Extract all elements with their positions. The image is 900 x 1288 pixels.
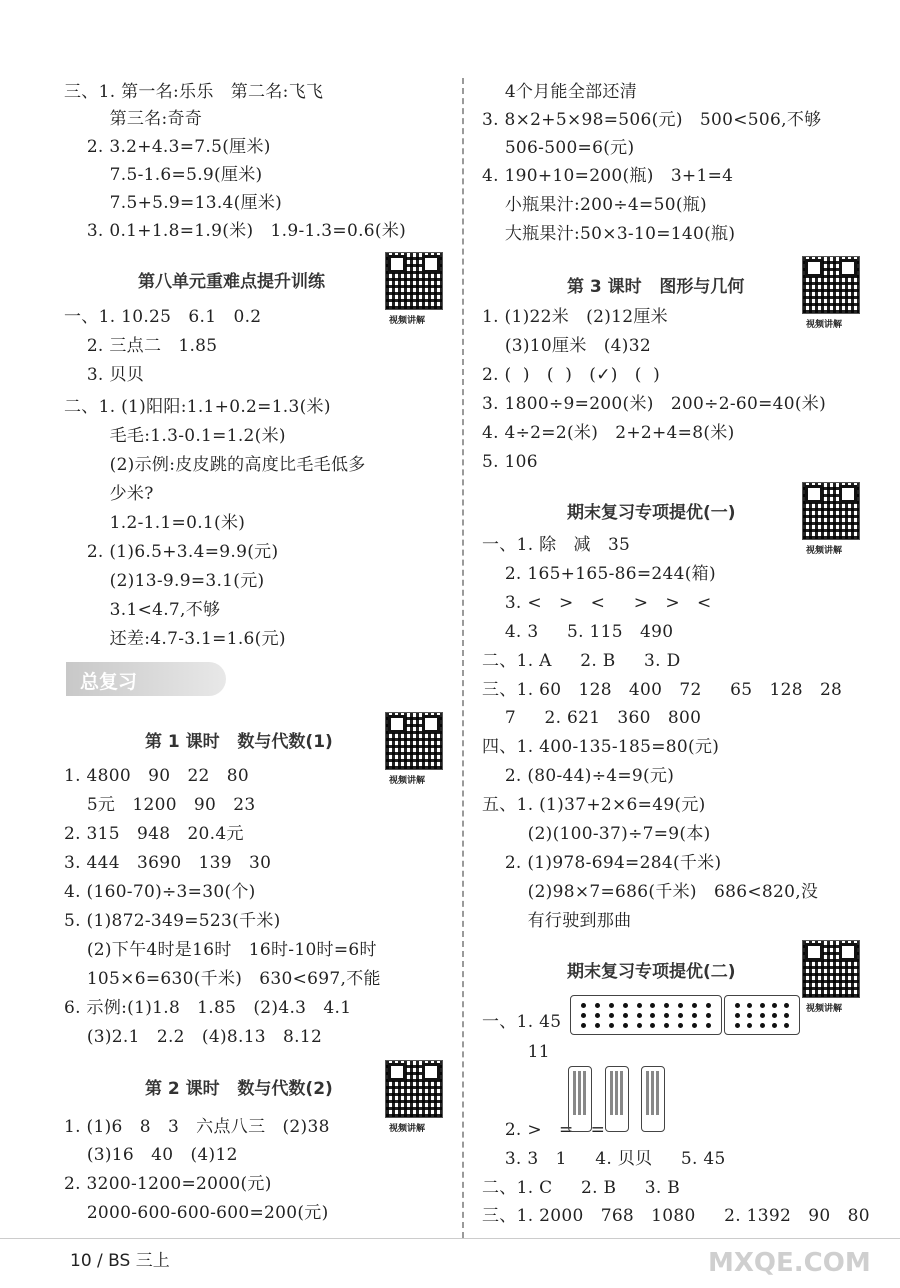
counting-dot (581, 1023, 586, 1028)
counting-dot (637, 1003, 642, 1008)
right-answer-line: (2)(100-37)÷7=9(本) (482, 824, 711, 844)
counting-dot (706, 1013, 711, 1018)
counting-dot (609, 1013, 614, 1018)
stick-bundle (605, 1066, 629, 1132)
right-answer-line: 大瓶果汁:50×3-10=140(瓶) (482, 224, 736, 244)
counting-dot (595, 1003, 600, 1008)
left-answer-line: 二、1. (1)阳阳:1.1+0.2=1.3(米) (64, 397, 331, 417)
right-answer-line: 4. 190+10=200(瓶) 3+1=4 (482, 166, 734, 186)
counting-dot (784, 1013, 789, 1018)
counting-dot (760, 1023, 765, 1028)
right-answer-line: 一、1. 除 减 35 (482, 535, 631, 555)
counting-dot (664, 1013, 669, 1018)
counting-dot (784, 1003, 789, 1008)
qr-code-icon[interactable] (802, 256, 860, 314)
qr-caption: 视频讲解 (389, 1124, 426, 1134)
right-answer-line: (2)98×7=686(千米) 686<820,没 (482, 882, 819, 902)
left-answer-line: 1. (1)6 8 3 六点八三 (2)38 (64, 1117, 330, 1137)
counting-dot (623, 1003, 628, 1008)
counting-dot (747, 1013, 752, 1018)
lesson2-heading: 第 2 课时 数与代数(2) (145, 1079, 333, 1099)
qr-caption: 视频讲解 (806, 1004, 843, 1014)
footer-rule (0, 1238, 900, 1239)
left-answer-line: 3.1<4.7,不够 (64, 600, 221, 620)
counting-dot (664, 1003, 669, 1008)
right-answer-line: 2. (80-44)÷4=9(元) (482, 766, 675, 786)
right-answer-line: 506-500=6(元) (482, 138, 635, 158)
left-answer-line: 2. 315 948 20.4元 (64, 824, 244, 844)
counting-dot (747, 1003, 752, 1008)
counting-dot (735, 1013, 740, 1018)
final1-heading: 期末复习专项提优(一) (567, 503, 736, 523)
left-answer-line: (3)16 40 (4)12 (64, 1145, 238, 1165)
right-answer-line: 四、1. 400-135-185=80(元) (482, 737, 720, 757)
review-banner (66, 662, 226, 696)
right-answer-line: 2. (1)978-694=284(千米) (482, 853, 722, 873)
qr-code-icon[interactable] (802, 940, 860, 998)
right-answer-line: 3. < > < > > < (482, 593, 712, 613)
counting-dot (637, 1023, 642, 1028)
counting-dot (747, 1023, 752, 1028)
qr-code-icon[interactable] (385, 712, 443, 770)
lesson3-heading: 第 3 课时 图形与几何 (567, 277, 745, 297)
left-answer-line: 3. 贝贝 (64, 365, 144, 385)
counting-dot (650, 1003, 655, 1008)
counting-dot (623, 1023, 628, 1028)
left-answer-line: 5. (1)872-349=523(千米) (64, 911, 281, 931)
left-answer-line: 2. 三点二 1.85 (64, 336, 218, 356)
counting-dot (735, 1003, 740, 1008)
right-answer-line: 3. 8×2+5×98=506(元) 500<506,不够 (482, 110, 822, 130)
left-answer-line: 3. 0.1+1.8=1.9(米) 1.9-1.3=0.6(米) (64, 221, 407, 241)
counting-dot (772, 1023, 777, 1028)
right-answer-line: 三、1. 2000 768 1080 2. 1392 90 80 (482, 1206, 870, 1226)
left-answer-line: 三、1. 第一名:乐乐 第二名:飞飞 (64, 82, 324, 102)
counting-dot (623, 1013, 628, 1018)
qr-code-icon[interactable] (385, 1060, 443, 1118)
right-answer-line: 二、1. A 2. B 3. D (482, 651, 681, 671)
left-answer-line: 2. 3.2+4.3=7.5(厘米) (64, 137, 271, 157)
column-divider (462, 78, 464, 1238)
left-answer-line: 5元 1200 90 23 (64, 795, 256, 815)
counting-dot (609, 1003, 614, 1008)
left-answer-line: 1.2-1.1=0.1(米) (64, 513, 246, 533)
dot-grid-45 (570, 995, 722, 1035)
stick-bundle (641, 1066, 665, 1132)
left-answer-line: (2)下午4时是16时 16时-10时=6时 (64, 940, 377, 960)
right-answer-line: 2. 165+165-86=244(箱) (482, 564, 716, 584)
left-answer-line: 少米? (64, 484, 154, 504)
counting-dot (678, 1003, 683, 1008)
counting-dot (692, 1013, 697, 1018)
right-answer-line: 3. 1800÷9=200(米) 200÷2-60=40(米) (482, 394, 827, 414)
counting-dot (595, 1023, 600, 1028)
left-answer-line: 1. 4800 90 22 80 (64, 766, 250, 786)
counting-dot (678, 1023, 683, 1028)
counting-dot (609, 1023, 614, 1028)
right-answer-line: 小瓶果汁:200÷4=50(瓶) (482, 195, 707, 215)
qr-caption: 视频讲解 (389, 776, 426, 786)
qr-caption: 视频讲解 (806, 320, 843, 330)
site-watermark: MXQE.COM (708, 1248, 871, 1278)
counting-dot (664, 1023, 669, 1028)
left-answer-line: 2. 3200-1200=2000(元) (64, 1174, 272, 1194)
counting-dot (595, 1013, 600, 1018)
final2-heading: 期末复习专项提优(二) (567, 962, 736, 982)
qr-code-icon[interactable] (802, 482, 860, 540)
right-answer-line: 5. 106 (482, 452, 538, 472)
counting-dot (706, 1023, 711, 1028)
right-answer-line: (3)10厘米 (4)32 (482, 336, 651, 356)
stick-bundle (568, 1066, 592, 1132)
counting-dot (581, 1013, 586, 1018)
counting-dot (692, 1003, 697, 1008)
right-answer-line: 4. 4÷2=2(米) 2+2+4=8(米) (482, 423, 735, 443)
counting-dot (784, 1023, 789, 1028)
right-answer-line: 3. 3 1 4. 贝贝 5. 45 (482, 1149, 726, 1169)
left-answer-line: 一、1. 10.25 6.1 0.2 (64, 307, 262, 327)
counting-dot (650, 1013, 655, 1018)
counting-dot (678, 1013, 683, 1018)
right-answer-line: 4个月能全部还清 (482, 82, 638, 102)
page-footer: 10 / BS 三上 (70, 1251, 170, 1271)
right-answer-line: 有行驶到那曲 (482, 911, 632, 931)
left-answer-line: 4. (160-70)÷3=30(个) (64, 882, 256, 902)
right-answer-line: 五、1. (1)37+2×6=49(元) (482, 795, 706, 815)
right-answer-line: 2. > = = (482, 1120, 606, 1140)
right-answer-line: 二、1. C 2. B 3. B (482, 1178, 681, 1198)
review-banner-label: 总复习 (80, 671, 138, 693)
right-answer-line: 2. ( ) ( ) (✓) ( ) (482, 365, 661, 385)
left-answer-line: (3)2.1 2.2 (4)8.13 8.12 (64, 1027, 323, 1047)
counting-dot (706, 1003, 711, 1008)
right-answer-line: 1. (1)22米 (2)12厘米 (482, 307, 668, 327)
right-answer-line: 7 2. 621 360 800 (482, 708, 702, 728)
left-answer-line: 毛毛:1.3-0.1=1.2(米) (64, 426, 286, 446)
counting-dot (735, 1023, 740, 1028)
right-answer-line: 11 (482, 1042, 550, 1062)
left-answer-line: (2)13-9.9=3.1(元) (64, 571, 265, 591)
left-answer-line: 2. (1)6.5+3.4=9.9(元) (64, 542, 279, 562)
left-answer-line: 7.5+5.9=13.4(厘米) (64, 193, 283, 213)
counting-dot (772, 1013, 777, 1018)
lesson1-heading: 第 1 课时 数与代数(1) (145, 732, 333, 752)
left-answer-line: 7.5-1.6=5.9(厘米) (64, 165, 263, 185)
dot-grid-extra (724, 995, 800, 1035)
counting-dot (692, 1023, 697, 1028)
left-answer-line: 6. 示例:(1)1.8 1.85 (2)4.3 4.1 (64, 998, 352, 1018)
left-answer-line: (2)示例:皮皮跳的高度比毛毛低多 (64, 455, 366, 475)
left-answer-line: 3. 444 3690 139 30 (64, 853, 272, 873)
left-answer-line: 第三名:奇奇 (64, 109, 203, 129)
counting-dot (760, 1013, 765, 1018)
counting-dot (637, 1013, 642, 1018)
counting-dot (581, 1003, 586, 1008)
left-answer-line: 2000-600-600-600=200(元) (64, 1203, 329, 1223)
qr-code-icon[interactable] (385, 252, 443, 310)
qr-caption: 视频讲解 (389, 316, 426, 326)
counting-dot (650, 1023, 655, 1028)
counting-dot (772, 1003, 777, 1008)
right-answer-line: 一、1. 45 (482, 1012, 562, 1032)
qr-caption: 视频讲解 (806, 546, 843, 556)
left-answer-line: 还差:4.7-3.1=1.6(元) (64, 629, 286, 649)
counting-dot (760, 1003, 765, 1008)
right-answer-line: 4. 3 5. 115 490 (482, 622, 674, 642)
left-answer-line: 105×6=630(千米) 630<697,不能 (64, 969, 381, 989)
right-answer-line: 三、1. 60 128 400 72 65 128 28 (482, 680, 843, 700)
unit8-heading: 第八单元重难点提升训练 (138, 272, 325, 292)
